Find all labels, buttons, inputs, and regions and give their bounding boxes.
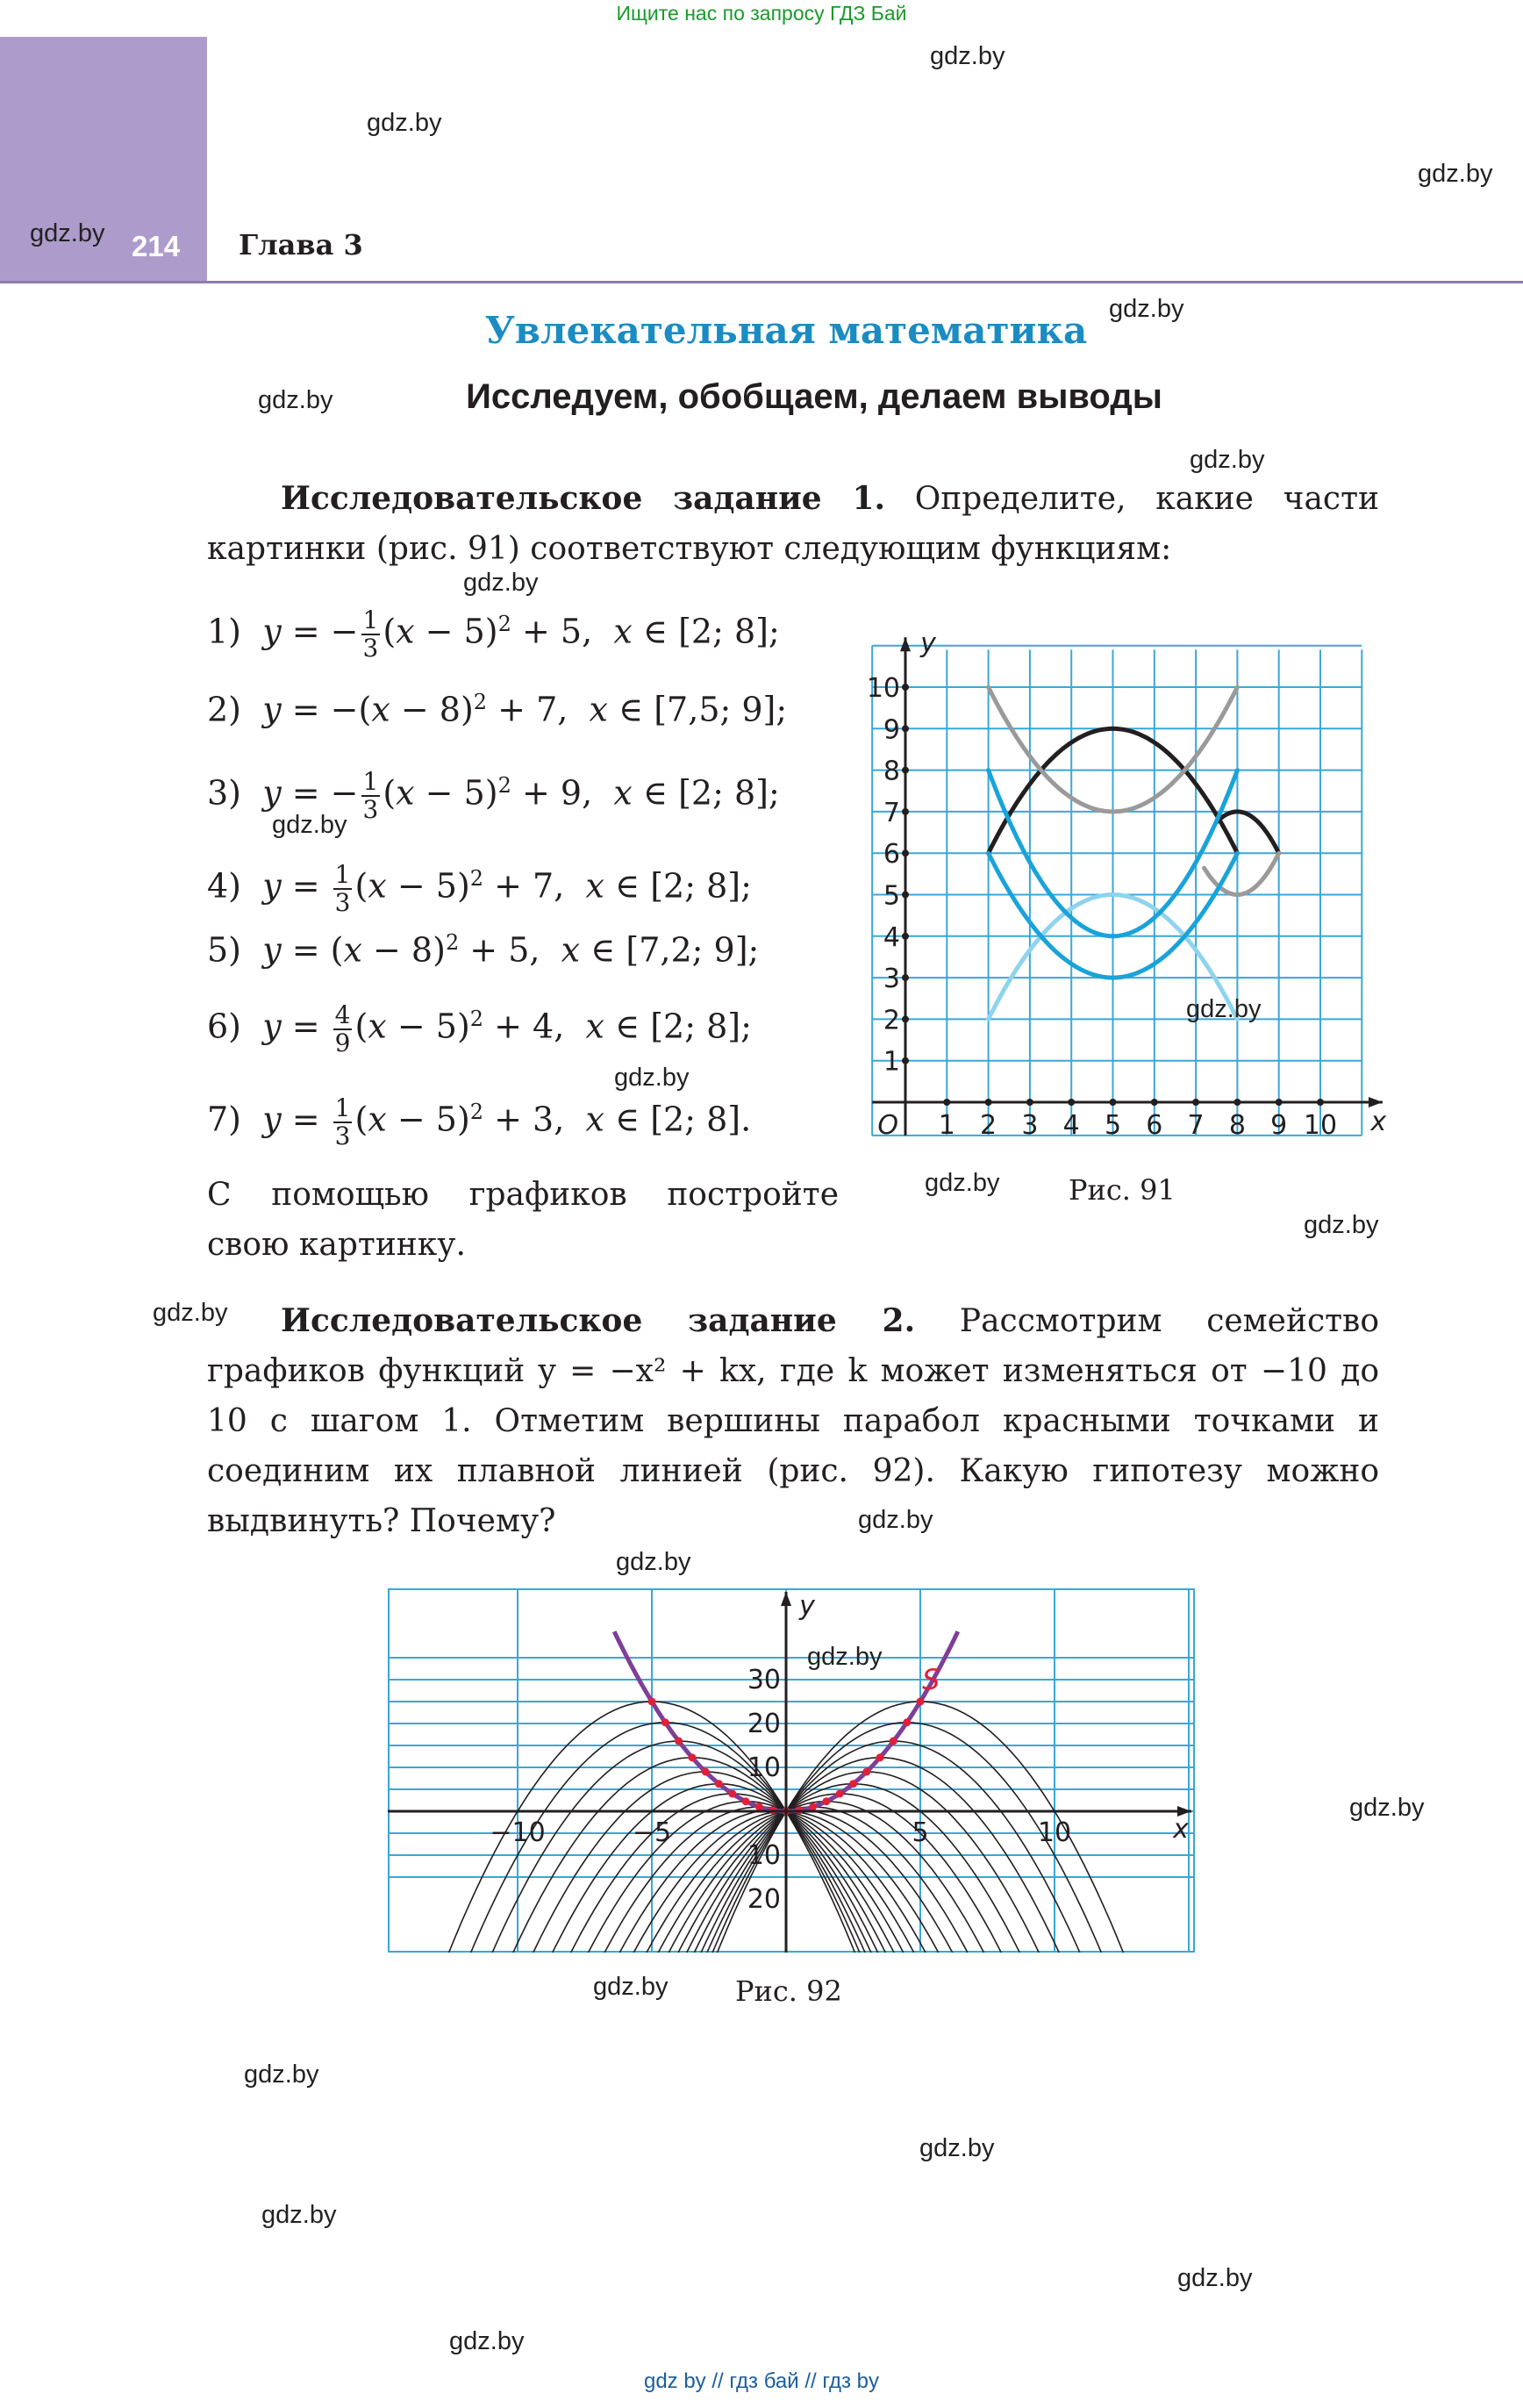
function-curve [1205,853,1279,894]
x-axis-label: x [1370,1107,1387,1137]
formula-h: 8 [439,690,461,729]
watermark: gdz.by [1190,446,1265,474]
x-tick-mark [1233,1099,1241,1106]
x-tick-mark [1192,1099,1199,1106]
x-tick-mark [985,1099,992,1106]
y-tick-label: 2 [883,1005,900,1036]
vertex-point [742,1797,750,1805]
watermark: gdz.by [367,109,442,137]
watermark: gdz.by [30,219,105,247]
formula-k: 5 [560,612,583,651]
y-axis-label: y [920,627,936,659]
watermark: gdz.by [463,569,539,597]
formula-number: 3) [207,773,242,813]
x-tick-label: 8 [1228,1110,1246,1141]
y-tick-mark [902,933,909,940]
x-tick-mark [943,1099,950,1106]
y-tick-label: 8 [883,756,900,787]
watermark: gdz.by [1177,2264,1253,2292]
x-tick-label: 3 [1021,1110,1039,1141]
formula-domain: [2; 8] [650,1100,741,1139]
vertex-point [862,1768,870,1776]
y-axis-label: y [799,1591,815,1622]
grid-frame [389,1589,1194,1952]
y-tick-label: 7 [883,797,900,828]
x-tick-mark [1317,1099,1324,1106]
formula-coefficient: $\frac{1}{3}$ [362,606,379,663]
watermark: gdz.by [858,1506,933,1534]
figure-91-caption: Рис. 91 [1069,1173,1176,1207]
formula-domain: [2; 8] [678,612,769,651]
watermark: gdz.by [930,42,1005,70]
curve-label: S [922,1663,940,1696]
x-tick-label: 7 [1187,1110,1205,1141]
y-tick-mark [902,1015,909,1022]
vertex-point [755,1803,763,1811]
formula-coefficient: $\frac{4}{9}$ [334,1000,351,1057]
watermark: gdz.by [1418,160,1493,188]
vertex-point [661,1718,669,1726]
x-tick-label: 6 [1146,1110,1163,1141]
formula-domain: [7,2; 9] [626,930,748,970]
figure-92 [388,1588,1195,1953]
y-tick-label: 10 [747,1840,781,1871]
watermark: gdz.by [593,1973,669,2001]
y-tick-mark [902,725,909,732]
x-tick-mark [1110,1099,1117,1106]
footer: gdz by // гдз бай // гдз by [643,2369,880,2393]
y-tick-label: 20 [747,1709,781,1739]
formula-item: 5) $y = (x - 8)^2 + 5$, x ∈ [7,2; 9]; [207,930,760,970]
task2-text: Рассмотрим семейство графиков функций y = −x² + kx, где k может изменяться от −10 до 10 с шагом 1. Отметим вершины парабол красными точками и соединим их плавной линией (рис. 92). Какую гипотезу можно выдвинуть? Почему? [207,1303,1379,1539]
formula-sign: − [330,690,359,729]
y-tick-mark [902,849,909,856]
formula-item: 2) $y = -(x - 8)^2 + 7$, x ∈ [7,5; 9]; [207,690,788,729]
subtitle: Исследуем, обобщаем, делаем выводы [466,377,1162,416]
formula-k: 4 [533,1007,554,1046]
top-note: Ищите нас по запросу ГДЗ Бай [616,2,907,25]
formula-number: 5) [207,930,242,970]
watermark: gdz.by [919,2134,995,2162]
formula-item: 6) y = $\frac{4}{9}$ $(x - 5)^2 + 4$, x ∈ [2; 8]; [207,1000,752,1057]
watermark: gdz.by [258,386,333,414]
y-tick-label: 20 [747,1884,781,1915]
y-tick-label: 30 [747,1665,781,1695]
figure-92-caption: Рис. 92 [735,1974,842,2008]
x-tick-label: −10 [490,1817,546,1848]
vertex-point [876,1753,884,1761]
formula-k: 7 [536,690,558,729]
formula-number: 4) [207,866,242,906]
formula-h: 5 [435,1100,457,1139]
watermark: gdz.by [1109,295,1184,323]
vertex-point [809,1803,817,1811]
formula-k: 3 [533,1100,554,1139]
x-axis-label: x [1173,1814,1189,1845]
y-tick-label: 9 [883,714,900,746]
formula-domain: [2; 8] [650,866,741,906]
task1-label: Исследовательское задание 1. [281,480,886,517]
vertex-point [688,1753,696,1761]
formula-item: 4) y = $\frac{1}{3}$ $(x - 5)^2 + 7$, x ∈ [2; 8]; [207,860,752,917]
x-tick-label: 4 [1062,1110,1080,1141]
vertex-point [675,1738,683,1745]
y-tick-label: 6 [883,839,900,871]
chapter-title: Глава 3 [239,228,363,262]
x-tick-mark [1026,1099,1033,1106]
task2-label: Исследовательское задание 2. [281,1302,916,1339]
watermark: gdz.by [272,811,347,839]
formula-sign: − [330,773,359,813]
vertex-point [903,1718,911,1726]
x-tick-label: 5 [1104,1110,1122,1141]
y-tick-label: 10 [747,1752,781,1783]
y-tick-mark [902,974,909,981]
y-axis-arrow [900,637,911,651]
watermark: gdz.by [261,2201,337,2229]
y-tick-label: 4 [883,921,900,953]
page-number: 214 [132,230,181,262]
formula-number: 6) [207,1007,242,1046]
formula-coefficient: $\frac{1}{3}$ [362,767,379,824]
x-tick-label: −5 [632,1817,672,1848]
x-tick-mark [1276,1099,1283,1106]
vertex-point [849,1780,857,1788]
y-tick-mark [902,808,909,815]
formula-h: 8 [411,930,433,970]
x-tick-label: 10 [1037,1817,1072,1848]
vertex-point [715,1780,723,1788]
y-tick-mark [902,892,909,899]
watermark: gdz.by [807,1643,883,1671]
watermark: gdz.by [153,1299,228,1327]
y-tick-mark [902,684,909,691]
formula-coefficient: $\frac{1}{3}$ [334,860,351,917]
formula-number: 2) [207,690,242,729]
formula-domain: [7,5; 9] [654,690,776,729]
formula-item: 1) y = − $\frac{1}{3}$ $(x - 5)^2 + 5$, x ∈ [2; 8]; [207,606,780,663]
formula-coefficient: $\frac{1}{3}$ [334,1093,351,1150]
watermark: gdz.by [449,2327,525,2355]
formula-sign: − [330,612,359,651]
formula-h: 5 [463,773,485,813]
vertex-point [822,1797,830,1805]
y-tick-mark [902,1057,909,1064]
y-tick-label: 3 [883,964,900,995]
vertex-point [890,1738,897,1745]
y-axis-arrow [781,1592,791,1606]
formula-k: 5 [508,930,530,970]
x-tick-label: 2 [980,1110,997,1141]
x-tick-label: 1 [938,1110,955,1141]
origin-label: O [877,1110,898,1141]
header-rule [0,281,1523,283]
x-tick-label: 5 [912,1817,929,1848]
x-tick-label: 9 [1270,1110,1288,1141]
vertex-point [728,1790,736,1798]
formula-h: 5 [435,866,457,906]
task1-text: Определите, какие части картинки (рис. 91) соответствуют следующим функциям: [207,481,1379,567]
formula-h: 5 [435,1007,457,1046]
task2-paragraph [207,1296,1379,1546]
y-tick-label: 10 [866,673,900,704]
vertex-point [702,1768,710,1776]
watermark: gdz.by [614,1064,690,1092]
watermark: gdz.by [925,1169,1000,1197]
watermark: gdz.by [1304,1211,1379,1239]
formula-h: 5 [463,612,485,651]
watermark: gdz.by [1186,995,1262,1023]
figure-91 [866,627,1387,1150]
formula-number: 1) [207,612,242,651]
formula-item: 7) y = $\frac{1}{3}$ $(x - 5)^2 + 3$, x ∈ [2; 8]. [207,1093,752,1150]
formula-number: 7) [207,1100,242,1139]
formula-item: 3) y = − $\frac{1}{3}$ $(x - 5)^2 + 9$, x ∈ [2; 8]; [207,767,780,824]
y-tick-mark [902,767,909,774]
vertex-point [836,1790,844,1798]
watermark: gdz.by [1349,1794,1425,1822]
task1-paragraph [207,474,1379,574]
watermark: gdz.by [244,2060,319,2089]
y-tick-label: 5 [883,880,900,912]
formula-domain: [2; 8] [678,773,769,813]
vertex-point [648,1698,656,1706]
section-title: Увлекательная математика [484,309,1088,352]
formula-k: 9 [560,773,583,813]
task1-closing: С помощью графиков постройте свою картинку. [207,1177,839,1263]
x-tick-mark [1068,1099,1075,1106]
watermark: gdz.by [616,1548,691,1576]
formula-domain: [2; 8] [650,1007,741,1046]
vertex-point [917,1698,925,1706]
y-tick-label: 1 [883,1046,900,1078]
formula-k: 7 [533,866,554,906]
x-tick-mark [1151,1099,1158,1106]
x-tick-label: 10 [1303,1110,1338,1141]
